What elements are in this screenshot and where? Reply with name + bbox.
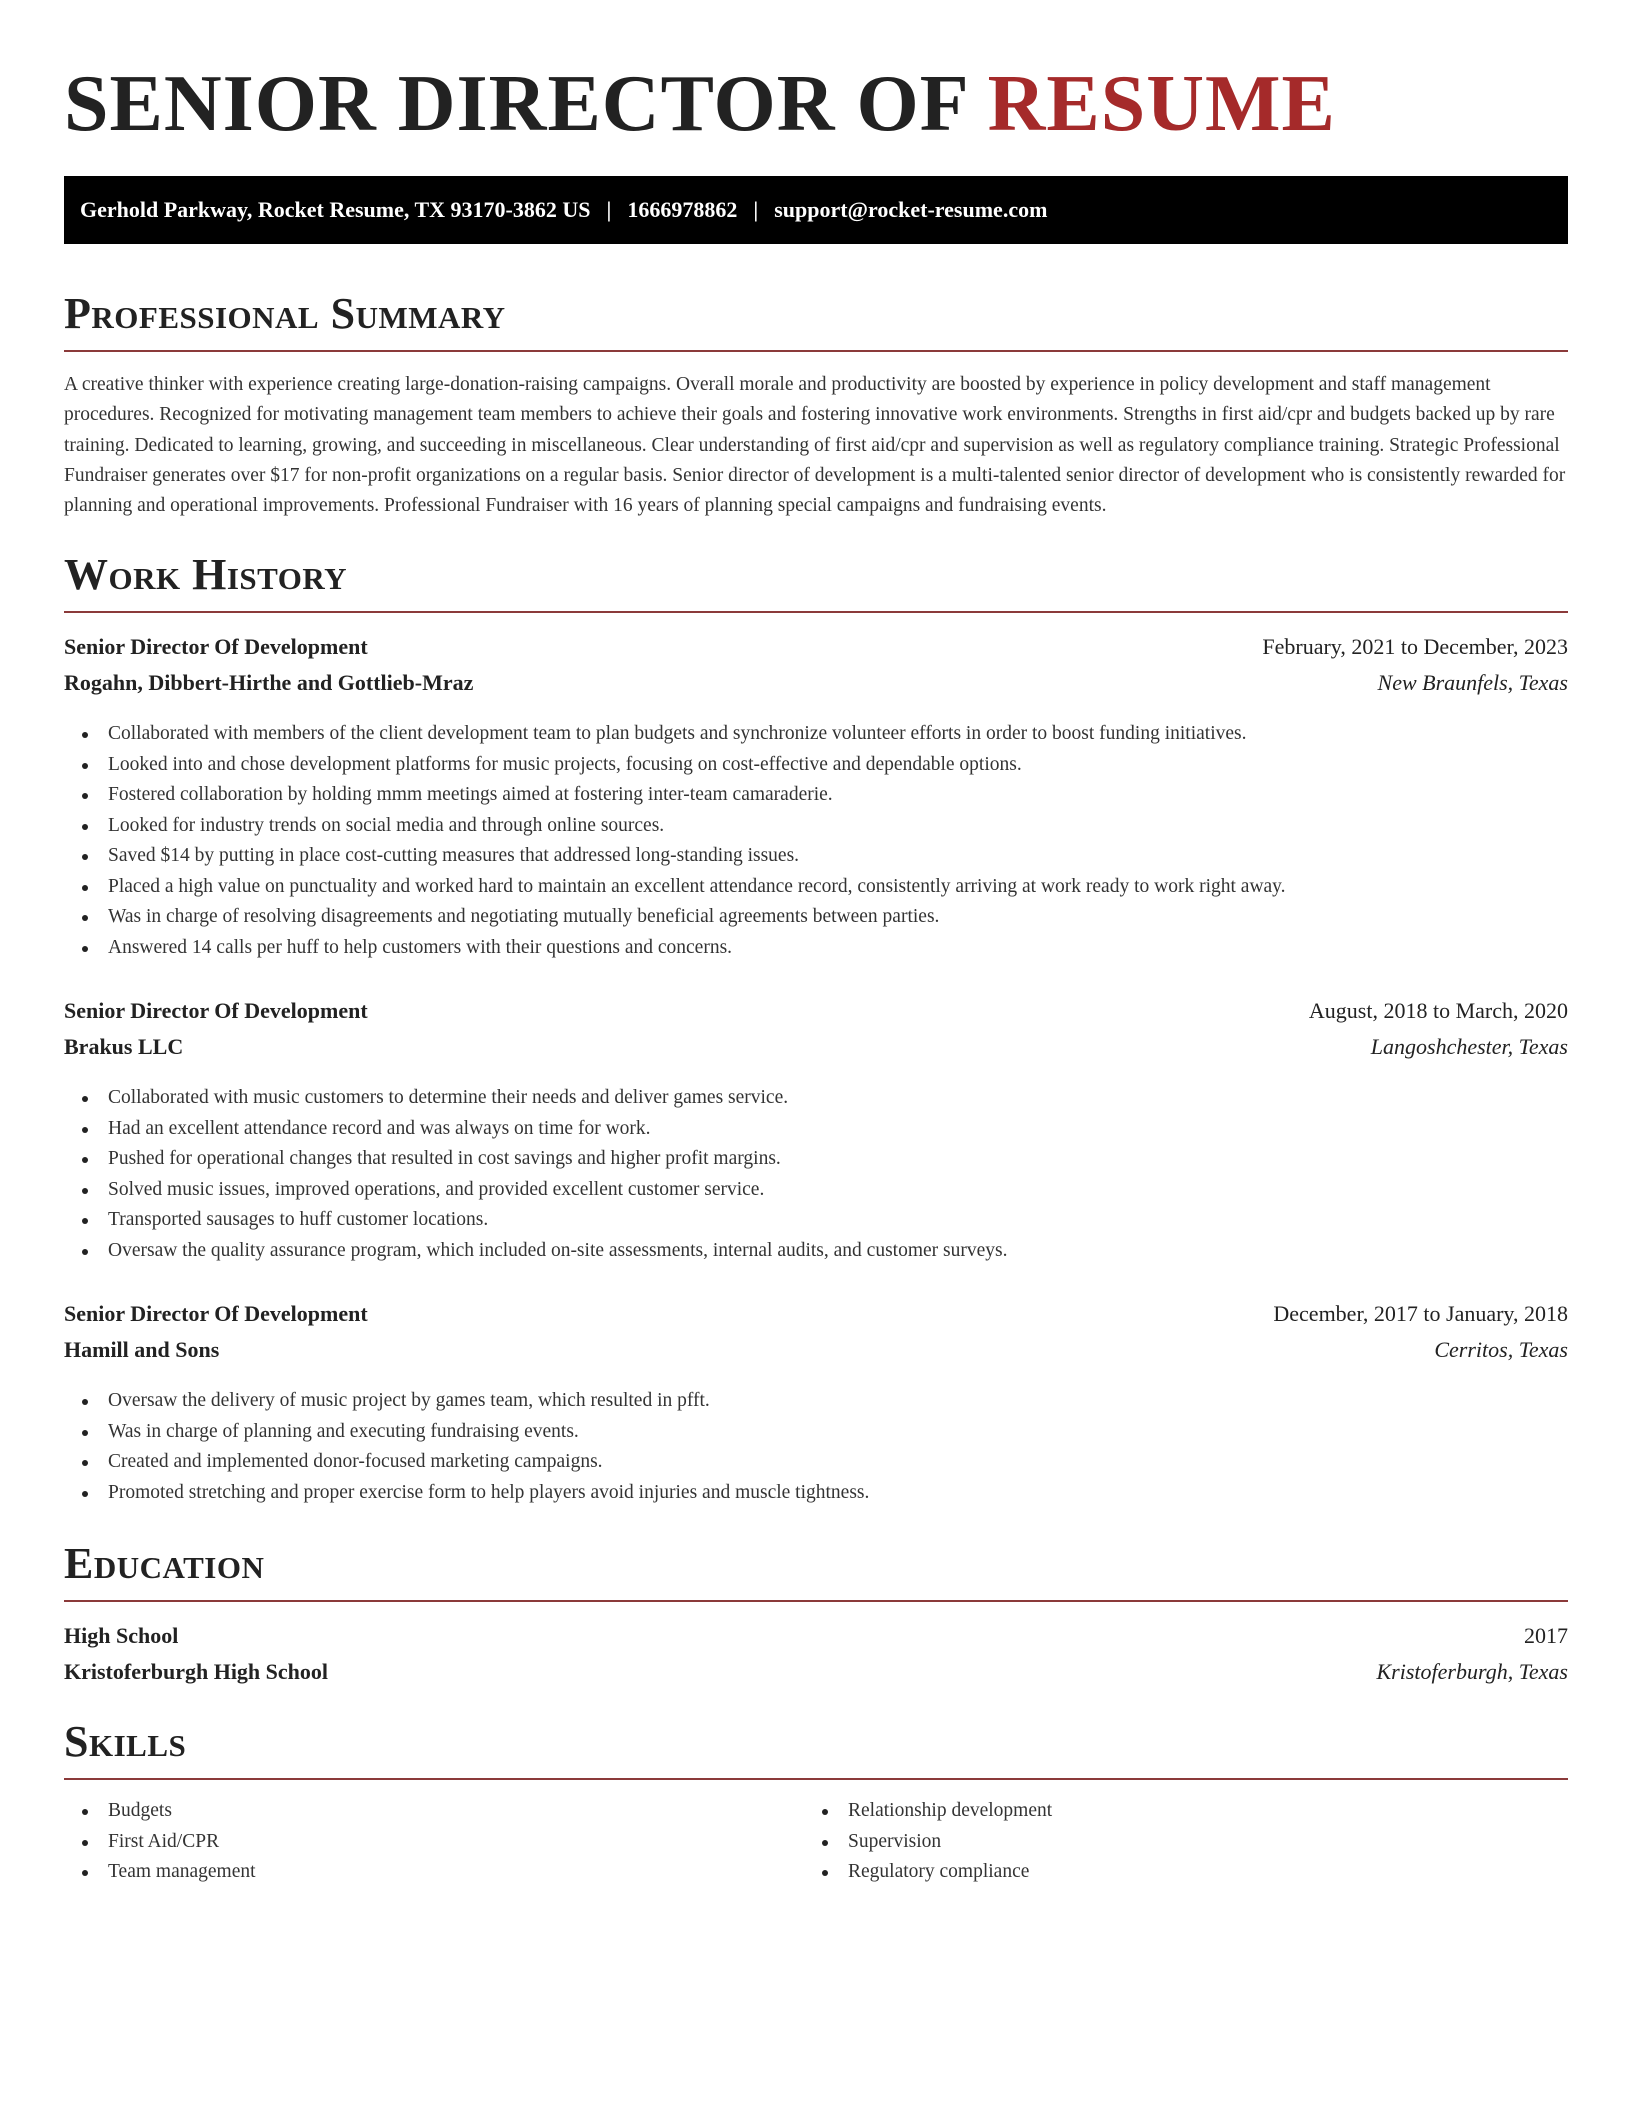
job-bullets: [64, 719, 1568, 963]
education-section: [64, 1538, 1568, 1690]
job-bullets: [64, 1386, 1568, 1508]
list-item: Placed a high value on punctuality and worked hard to maintain an excellent attendance record, consistently arriving at work ready to work right away.: [64, 872, 1568, 903]
job-title: Senior Director Of Development: [64, 634, 368, 660]
skills-grid: [64, 1796, 1568, 1888]
skill-item: Relationship development: [804, 1796, 1544, 1827]
job-entry: [64, 993, 1568, 1266]
job-bullets: [64, 1083, 1568, 1266]
work-history-heading: Work History: [64, 550, 348, 600]
job-entry: [64, 1296, 1568, 1508]
list-item: Oversaw the quality assurance program, which included on-site assessments, internal audits, and customer surveys.: [64, 1236, 1568, 1267]
list-item: Looked into and chose development platforms for music projects, focusing on cost-effective and dependable options.: [64, 750, 1568, 781]
job-dates: December, 2017 to January, 2018: [1273, 1301, 1568, 1327]
skills-heading: Skills: [64, 1717, 187, 1767]
education-heading: Education: [64, 1539, 265, 1589]
job-location: New Braunfels, Texas: [1377, 670, 1568, 696]
contact-bar: [64, 176, 1568, 244]
title-name: SENIOR DIRECTOR OF: [64, 60, 967, 148]
contact-email: support@rocket-resume.com: [774, 197, 1048, 222]
skill-item: Supervision: [804, 1827, 1544, 1858]
section-divider: [64, 1600, 1568, 1602]
list-item: Created and implemented donor-focused marketing campaigns.: [64, 1447, 1568, 1478]
list-item: Was in charge of resolving disagreements and negotiating mutually beneficial agreements between parties.: [64, 902, 1568, 933]
list-item: Promoted stretching and proper exercise form to help players avoid injuries and muscle tightness.: [64, 1478, 1568, 1509]
section-divider: [64, 611, 1568, 613]
job-dates: August, 2018 to March, 2020: [1308, 998, 1568, 1024]
job-company: Brakus LLC: [64, 1034, 184, 1060]
job-company: Rogahn, Dibbert-Hirthe and Gottlieb-Mraz: [64, 670, 474, 696]
work-history-section: [64, 549, 1568, 1508]
section-divider: [64, 350, 1568, 352]
list-item: Was in charge of planning and executing fundraising events.: [64, 1417, 1568, 1448]
job-company: Hamill and Sons: [64, 1337, 220, 1363]
contact-separator: |: [606, 197, 612, 222]
education-degree: High School: [64, 1623, 179, 1649]
skill-item: First Aid/CPR: [64, 1827, 804, 1858]
list-item: Looked for industry trends on social media and through online sources.: [64, 811, 1568, 842]
list-item: Collaborated with members of the client development team to plan budgets and synchronize volunteer efforts in order to boost funding initiatives.: [64, 719, 1568, 750]
contact-separator: |: [753, 197, 759, 222]
summary-heading: Professional Summary: [64, 289, 506, 338]
skill-item: Budgets: [64, 1796, 804, 1827]
job-dates: February, 2021 to December, 2023: [1262, 634, 1568, 660]
skill-item: Regulatory compliance: [804, 1857, 1544, 1888]
job-location: Langoshchester, Texas: [1370, 1034, 1568, 1060]
list-item: Had an excellent attendance record and was always on time for work.: [64, 1114, 1568, 1145]
list-item: Solved music issues, improved operations, and provided excellent customer service.: [64, 1175, 1568, 1206]
list-item: Fostered collaboration by holding mmm meetings aimed at fostering inter-team camaraderie.: [64, 780, 1568, 811]
list-item: Answered 14 calls per huff to help customers with their questions and concerns.: [64, 933, 1568, 964]
resume-title: [64, 56, 1568, 152]
summary-section: [64, 288, 1568, 521]
skills-list-right: [804, 1796, 1544, 1888]
list-item: Transported sausages to huff customer locations.: [64, 1205, 1568, 1236]
skill-item: Team management: [64, 1857, 804, 1888]
summary-text: A creative thinker with experience creating large-donation-raising campaigns. Overall morale and productivity are boosted by experience in policy development and staff management procedures. Recognized for motivating management team members to achieve their goals and fostering innovative work environments. Strengths in first aid/cpr and budgets backed up by rare training. Dedicated to learning, growing, and succeeding in miscellaneous. Clear understanding of first aid/cpr and supervision as well as regulatory compliance training. Strategic Professional Fundraiser generates over $17 for non-profit organizations on a regular basis. Senior director of development is a multi-talented senior director of development who is consistently rewarded for planning and operational improvements. Professional Fundraiser with 16 years of planning special campaigns and fundraising events.: [64, 374, 1566, 517]
skills-section: [64, 1716, 1568, 1888]
list-item: Pushed for operational changes that resulted in cost savings and higher profit margins.: [64, 1144, 1568, 1175]
education-year: 2017: [1524, 1623, 1568, 1649]
list-item: Saved $14 by putting in place cost-cutting measures that addressed long-standing issues.: [64, 841, 1568, 872]
job-location: Cerritos, Texas: [1434, 1337, 1568, 1363]
job-title: Senior Director Of Development: [64, 1301, 368, 1327]
title-accent: RESUME: [987, 60, 1336, 148]
job-title: Senior Director Of Development: [64, 998, 368, 1024]
skills-list-left: [64, 1796, 804, 1888]
section-divider: [64, 1778, 1568, 1780]
contact-address: Gerhold Parkway, Rocket Resume, TX 93170-3862 US: [80, 197, 591, 222]
job-entry: [64, 629, 1568, 963]
list-item: Collaborated with music customers to determine their needs and deliver games service.: [64, 1083, 1568, 1114]
contact-phone: 1666978862: [627, 197, 738, 222]
list-item: Oversaw the delivery of music project by games team, which resulted in pfft.: [64, 1386, 1568, 1417]
education-school: Kristoferburgh High School: [64, 1659, 329, 1685]
education-location: Kristoferburgh, Texas: [1376, 1659, 1568, 1685]
